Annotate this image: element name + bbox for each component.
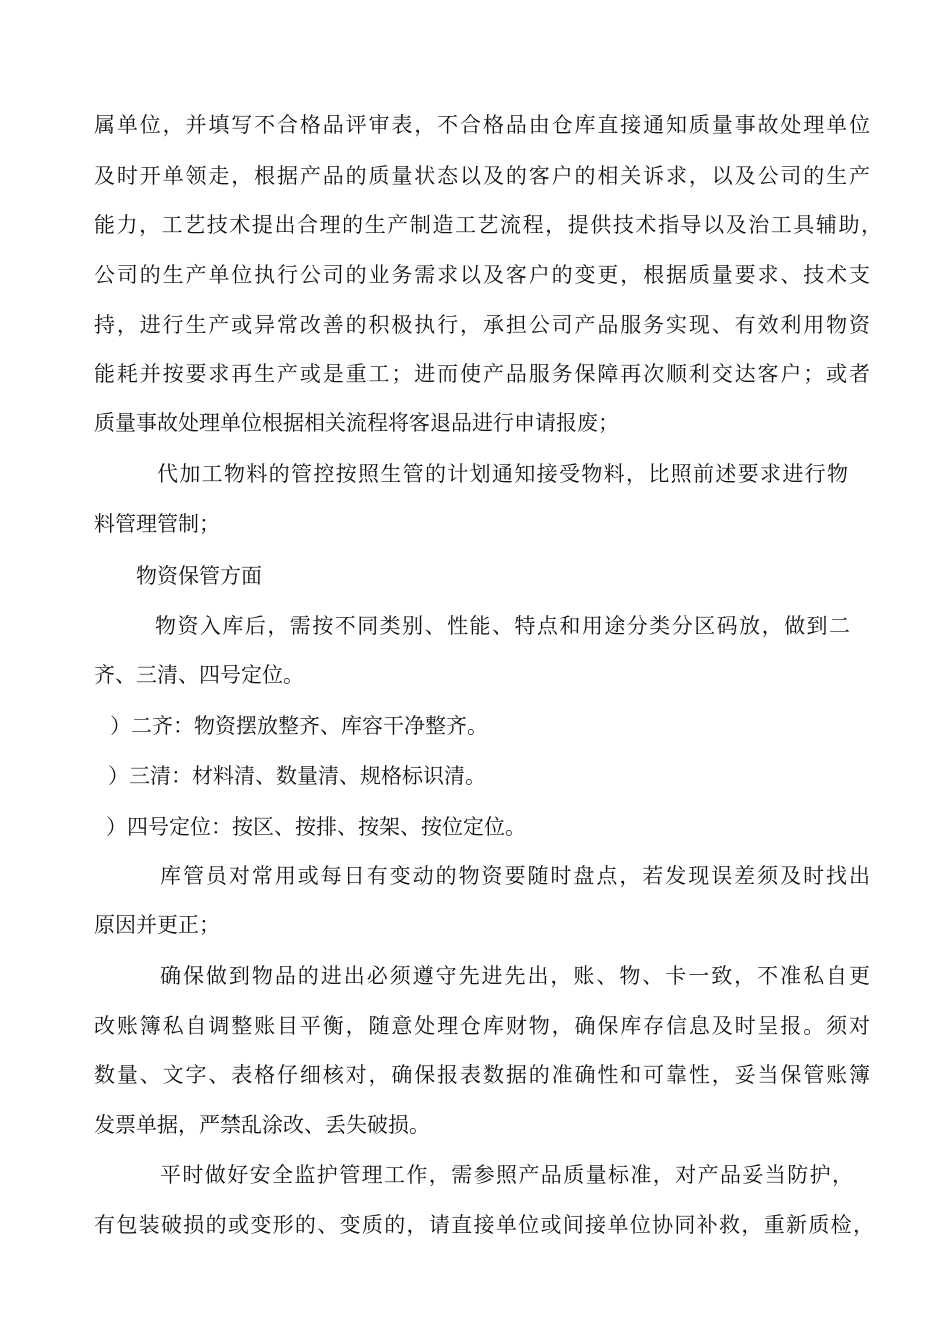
paragraph-line: 代加工物料的管控按照生管的计划通知接受物料，比照前述要求进行物 [157, 462, 848, 486]
paragraph-line: 原因并更正； [94, 913, 220, 937]
paragraph-line: 物资入库后，需按不同类别、性能、特点和用途分类分区码放，做到二 [155, 614, 850, 638]
paragraph-line: 齐、三清、四号定位。 [94, 663, 304, 687]
paragraph-line: 确保做到物品的进出必须遵守先进先出，账、物、卡一致，不准私自更 [160, 964, 870, 988]
paragraph-line: 料管理管制； [94, 512, 220, 536]
paragraph-line: 及时开单领走，根据产品的质量状态以及的客户的相关诉求，以及公司的生产 [94, 164, 870, 188]
paragraph-line: 能耗并按要求再生产或是重工；进而使产品服务保障再次顺利交达客户；或者 [94, 362, 870, 386]
list-item: ）三清：材料清、数量清、规格标识清。 [108, 764, 486, 788]
list-item: ）二齐：物资摆放整齐、库容干净整齐。 [110, 714, 488, 738]
paragraph-line: 能力，工艺技术提出合理的生产制造工艺流程，提供技术指导以及治工具辅助， [94, 213, 882, 237]
section-heading: 物资保管方面 [136, 564, 262, 588]
paragraph-line: 数量、文字、表格仔细核对，确保报表数据的准确性和可靠性，妥当保管账簿 [94, 1063, 870, 1087]
paragraph-line: 公司的生产单位执行公司的业务需求以及客户的变更，根据质量要求、技术支 [94, 263, 870, 287]
paragraph-line: 库管员对常用或每日有变动的物资要随时盘点，若发现误差须及时找出 [160, 864, 870, 888]
paragraph-line: 平时做好安全监护管理工作，需参照产品质量标准，对产品妥当防护， [160, 1163, 853, 1187]
paragraph-line: 持，进行生产或异常改善的积极执行，承担公司产品服务实现、有效利用物资 [94, 313, 870, 337]
list-item: ）四号定位：按区、按排、按架、按位定位。 [106, 815, 526, 839]
paragraph-line: 属单位，并填写不合格品评审表，不合格品由仓库直接通知质量事故处理单位 [94, 113, 870, 137]
paragraph-line: 质量事故处理单位根据相关流程将客退品进行申请报废； [94, 411, 619, 435]
paragraph-line: 发票单据，严禁乱涂改、丢失破损。 [94, 1113, 430, 1137]
paragraph-line: 改账簿私自调整账目平衡，随意处理仓库财物，确保库存信息及时呈报。须对 [94, 1014, 870, 1038]
paragraph-line: 有包装破损的或变形的、变质的，请直接单位或间接单位协同补救，重新质检， [94, 1213, 874, 1237]
